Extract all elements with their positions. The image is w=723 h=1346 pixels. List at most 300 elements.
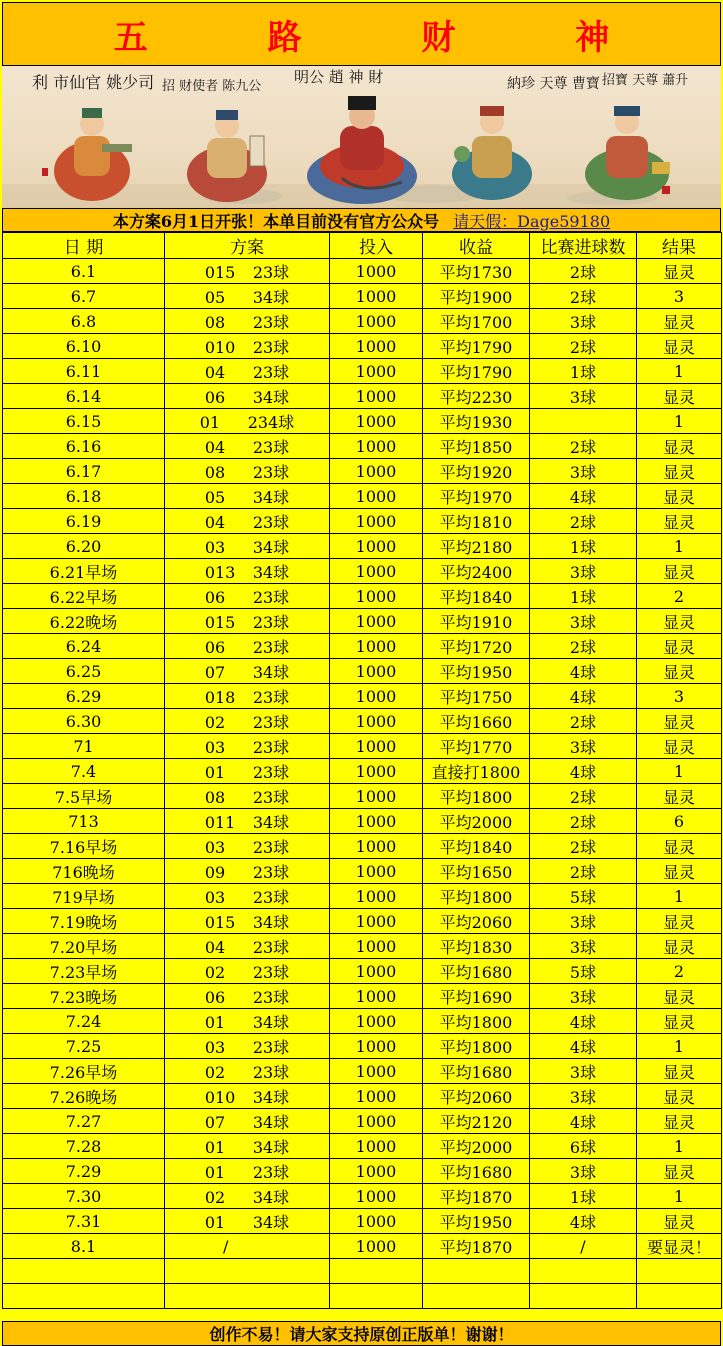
cell-profit: 平均1920 <box>423 459 530 484</box>
plan-goals: 34球 <box>252 1212 290 1232</box>
cell-goals: 1球 <box>530 359 637 384</box>
cell-profit: 直接打1800 <box>423 759 530 784</box>
plan-goals: 23球 <box>252 312 290 332</box>
cell-result: 显灵 <box>637 1009 722 1034</box>
cell-plan <box>165 1234 330 1259</box>
cell-date: 6.22早场 <box>3 584 165 609</box>
plan-number: 02 <box>204 1062 226 1082</box>
footer-bar <box>2 1321 721 1346</box>
five-gods-banner-image <box>2 66 721 208</box>
cell-plan <box>165 1134 330 1159</box>
plan-number: 01 <box>204 1137 226 1157</box>
cell-stake: 1000 <box>330 1234 423 1259</box>
cell-stake: 1000 <box>330 1184 423 1209</box>
plan-goals: 23球 <box>252 1037 290 1057</box>
cell-result: 1 <box>637 759 722 784</box>
cell-plan <box>165 1284 330 1309</box>
cell-result: 1 <box>637 1034 722 1059</box>
cell-goals <box>530 1259 637 1284</box>
cell-result: 显灵 <box>637 909 722 934</box>
plan-goals: 34球 <box>252 1187 290 1207</box>
plan-number: 011 <box>204 812 236 832</box>
cell-goals: / <box>530 1234 637 1259</box>
cell-stake: 1000 <box>330 1134 423 1159</box>
cell-date: 713 <box>3 809 165 834</box>
cell-goals: 2球 <box>530 284 637 309</box>
table-row <box>3 484 722 509</box>
cell-stake: 1000 <box>330 334 423 359</box>
cell-stake: 1000 <box>330 934 423 959</box>
cell-plan <box>165 1209 330 1234</box>
cell-result <box>637 1284 722 1309</box>
cell-date: 7.29 <box>3 1159 165 1184</box>
cell-result: 显灵 <box>637 984 722 1009</box>
cell-plan <box>165 1059 330 1084</box>
cell-goals: 1球 <box>530 584 637 609</box>
plan-number: 010 <box>204 337 236 357</box>
cell-result: 显灵 <box>637 559 722 584</box>
plan-number: 09 <box>204 862 226 882</box>
cell-profit: 平均1800 <box>423 884 530 909</box>
cell-result: 6 <box>637 809 722 834</box>
cell-goals: 3球 <box>530 559 637 584</box>
table-row <box>3 384 722 409</box>
cell-profit: 平均1690 <box>423 984 530 1009</box>
cell-result: 显灵 <box>637 734 722 759</box>
cell-profit: 平均1870 <box>423 1234 530 1259</box>
cell-stake: 1000 <box>330 384 423 409</box>
cell-plan <box>165 1159 330 1184</box>
cell-plan <box>165 884 330 909</box>
deity-figure-3 <box>307 96 417 204</box>
cell-date: 7.4 <box>3 759 165 784</box>
plan-goals: 34球 <box>252 1112 290 1132</box>
cell-profit: 平均1700 <box>423 309 530 334</box>
cell-goals: 3球 <box>530 609 637 634</box>
plan-goals: 23球 <box>252 762 290 782</box>
table-row <box>3 984 722 1009</box>
cell-result: 显灵 <box>637 784 722 809</box>
cell-plan <box>165 484 330 509</box>
plan-number: 06 <box>204 637 226 657</box>
cell-date: 7.26早场 <box>3 1059 165 1084</box>
cell-plan <box>165 684 330 709</box>
cell-date: 6.25 <box>3 659 165 684</box>
plan-number: 08 <box>204 787 226 807</box>
cell-stake: 1000 <box>330 309 423 334</box>
cell-profit <box>423 1284 530 1309</box>
cell-profit: 平均1790 <box>423 359 530 384</box>
cell-result: 显灵 <box>637 384 722 409</box>
table-header-row <box>3 233 722 259</box>
cell-profit: 平均1720 <box>423 634 530 659</box>
plan-number: 07 <box>204 1112 226 1132</box>
plan-number: 04 <box>204 512 226 532</box>
cell-profit: 平均1680 <box>423 1059 530 1084</box>
table-row <box>3 1109 722 1134</box>
plan-goals: 23球 <box>252 587 290 607</box>
cell-stake: 1000 <box>330 459 423 484</box>
plan-goals: 34球 <box>252 562 290 582</box>
wechat-contact: 请天假：Dage59180 <box>453 211 611 231</box>
cell-date: 6.17 <box>3 459 165 484</box>
plan-goals: 34球 <box>252 912 290 932</box>
cell-stake: 1000 <box>330 784 423 809</box>
table-row <box>3 1259 722 1284</box>
plan-number: 02 <box>204 712 226 732</box>
cell-result: 1 <box>637 1184 722 1209</box>
cell-goals: 3球 <box>530 934 637 959</box>
cell-profit: 平均1680 <box>423 959 530 984</box>
cell-result: 显灵 <box>637 1059 722 1084</box>
plan-goals: 34球 <box>252 1137 290 1157</box>
plan-number: 015 <box>204 262 236 282</box>
cell-result: 显灵 <box>637 1209 722 1234</box>
cell-stake: 1000 <box>330 534 423 559</box>
cell-profit: 平均1680 <box>423 1159 530 1184</box>
cell-profit: 平均1810 <box>423 509 530 534</box>
cell-plan <box>165 759 330 784</box>
cell-result: 显灵 <box>637 484 722 509</box>
table-row <box>3 759 722 784</box>
table-row <box>3 1284 722 1309</box>
plan-number: 013 <box>204 562 236 582</box>
table-row <box>3 684 722 709</box>
cell-goals: 3球 <box>530 384 637 409</box>
cell-plan <box>165 934 330 959</box>
cell-date: 6.15 <box>3 409 165 434</box>
cell-date: 7.30 <box>3 1184 165 1209</box>
table-row <box>3 1184 722 1209</box>
cell-stake: 1000 <box>330 1109 423 1134</box>
plan-number: 06 <box>204 587 226 607</box>
cell-date: 6.19 <box>3 509 165 534</box>
cell-goals: 3球 <box>530 1059 637 1084</box>
cell-plan <box>165 309 330 334</box>
cell-goals: 2球 <box>530 259 637 284</box>
cell-date: 7.31 <box>3 1209 165 1234</box>
table-row <box>3 809 722 834</box>
cell-stake: 1000 <box>330 659 423 684</box>
cell-result: 1 <box>637 1134 722 1159</box>
cell-date: 716晚场 <box>3 859 165 884</box>
cell-goals: 2球 <box>530 634 637 659</box>
cell-profit: 平均1750 <box>423 684 530 709</box>
plan-number: 05 <box>204 487 226 507</box>
cell-goals <box>530 1284 637 1309</box>
cell-goals: 2球 <box>530 809 637 834</box>
cell-goals: 3球 <box>530 909 637 934</box>
cell-plan <box>165 459 330 484</box>
plan-goals: 34球 <box>252 387 290 407</box>
cell-plan <box>165 434 330 459</box>
plan-number: 01 <box>204 1162 226 1182</box>
table-row <box>3 884 722 909</box>
deity-figure-5 <box>585 106 670 200</box>
table-row <box>3 259 722 284</box>
cell-goals: 4球 <box>530 759 637 784</box>
plan-number: 06 <box>204 987 226 1007</box>
cell-plan <box>165 409 330 434</box>
cell-profit: 平均1830 <box>423 934 530 959</box>
cell-plan <box>165 259 330 284</box>
cell-plan <box>165 834 330 859</box>
table-row <box>3 1209 722 1234</box>
plan-number: 02 <box>204 1187 226 1207</box>
cell-stake: 1000 <box>330 709 423 734</box>
cell-profit: 平均1650 <box>423 859 530 884</box>
cell-date <box>3 1259 165 1284</box>
cell-stake: 1000 <box>330 1009 423 1034</box>
cell-date: 7.25 <box>3 1034 165 1059</box>
cell-stake: 1000 <box>330 1084 423 1109</box>
cell-stake: 1000 <box>330 684 423 709</box>
plan-goals: 23球 <box>252 462 290 482</box>
cell-stake: 1000 <box>330 609 423 634</box>
plan-goals: 23球 <box>252 862 290 882</box>
cell-date <box>3 1284 165 1309</box>
cell-plan <box>165 709 330 734</box>
cell-result: 显灵 <box>637 859 722 884</box>
table-row <box>3 1034 722 1059</box>
plan-number: 03 <box>204 887 226 907</box>
cell-result: 显灵 <box>637 509 722 534</box>
table-row <box>3 709 722 734</box>
table-row <box>3 559 722 584</box>
table-row <box>3 584 722 609</box>
cell-stake: 1000 <box>330 884 423 909</box>
cell-plan <box>165 559 330 584</box>
header-plan: 方案 <box>165 233 330 259</box>
cell-stake: 1000 <box>330 1059 423 1084</box>
plan-goals: 23球 <box>252 837 290 857</box>
cell-result: 显灵 <box>637 934 722 959</box>
plan-goals: 23球 <box>252 1062 290 1082</box>
cell-result: 1 <box>637 884 722 909</box>
cell-goals: 5球 <box>530 959 637 984</box>
cell-profit: 平均1790 <box>423 334 530 359</box>
plan-goals: 34球 <box>252 1012 290 1032</box>
cell-profit: 平均2060 <box>423 909 530 934</box>
cell-profit: 平均2180 <box>423 534 530 559</box>
cell-stake <box>330 1259 423 1284</box>
plan-number: 015 <box>204 912 236 932</box>
cell-goals: 3球 <box>530 459 637 484</box>
plan-goals: 23球 <box>252 687 290 707</box>
cell-stake: 1000 <box>330 284 423 309</box>
cell-goals: 1球 <box>530 534 637 559</box>
plan-goals: 23球 <box>252 637 290 657</box>
banner-label-3: 明公 趙 神 財 <box>294 68 384 86</box>
header-stake: 投入 <box>330 233 423 259</box>
plan-number: 018 <box>204 687 236 707</box>
table-row <box>3 434 722 459</box>
plan-goals: 23球 <box>252 787 290 807</box>
plan-goals: 23球 <box>252 712 290 732</box>
cell-date: 6.20 <box>3 534 165 559</box>
cell-date: 7.28 <box>3 1134 165 1159</box>
cell-profit: 平均1900 <box>423 284 530 309</box>
cell-result: 显灵 <box>637 259 722 284</box>
results-table <box>2 232 722 1309</box>
cell-profit: 平均1910 <box>423 609 530 634</box>
cell-date: 7.16早场 <box>3 834 165 859</box>
cell-stake: 1000 <box>330 509 423 534</box>
cell-profit: 平均2230 <box>423 384 530 409</box>
cell-goals: 3球 <box>530 1159 637 1184</box>
notice-bar <box>2 208 721 232</box>
plan-number: 04 <box>204 437 226 457</box>
plan-goals: 34球 <box>252 662 290 682</box>
table-row <box>3 609 722 634</box>
cell-profit: 平均1800 <box>423 784 530 809</box>
cell-stake: 1000 <box>330 434 423 459</box>
plan-goals: 23球 <box>252 337 290 357</box>
cell-profit: 平均1850 <box>423 434 530 459</box>
cell-stake: 1000 <box>330 984 423 1009</box>
cell-stake: 1000 <box>330 959 423 984</box>
cell-result <box>637 1259 722 1284</box>
cell-plan <box>165 1259 330 1284</box>
cell-date: 6.11 <box>3 359 165 384</box>
cell-date: 7.27 <box>3 1109 165 1134</box>
cell-stake: 1000 <box>330 409 423 434</box>
cell-plan <box>165 584 330 609</box>
cell-plan <box>165 384 330 409</box>
cell-date: 719早场 <box>3 884 165 909</box>
cell-result: 显灵 <box>637 309 722 334</box>
table-row <box>3 934 722 959</box>
plan-number: 03 <box>204 537 226 557</box>
cell-result: 3 <box>637 284 722 309</box>
cell-profit: 平均1870 <box>423 1184 530 1209</box>
plan-goals: 23球 <box>252 437 290 457</box>
cell-goals: 2球 <box>530 784 637 809</box>
page-title: 五 路 财 神 <box>113 17 664 58</box>
cell-stake: 1000 <box>330 1209 423 1234</box>
cell-date: 6.21早场 <box>3 559 165 584</box>
plan-number: 03 <box>204 837 226 857</box>
cell-profit: 平均1840 <box>423 584 530 609</box>
cell-stake: 1000 <box>330 259 423 284</box>
cell-result: 显灵 <box>637 1109 722 1134</box>
cell-stake: 1000 <box>330 909 423 934</box>
banner-label-1: 利 市仙官 姚少司 <box>32 73 155 92</box>
cell-stake: 1000 <box>330 1034 423 1059</box>
cell-goals: 3球 <box>530 1084 637 1109</box>
cell-stake: 1000 <box>330 634 423 659</box>
plan-goals: 234球 <box>247 412 295 432</box>
cell-stake: 1000 <box>330 359 423 384</box>
cell-profit: 平均2000 <box>423 1134 530 1159</box>
plan-number: 07 <box>204 662 226 682</box>
cell-result: 显灵 <box>637 834 722 859</box>
deity-figure-4 <box>452 106 532 200</box>
table-row <box>3 1159 722 1184</box>
table-row <box>3 1009 722 1034</box>
plan-number: 06 <box>204 387 226 407</box>
cell-profit: 平均2000 <box>423 809 530 834</box>
cell-result: 显灵 <box>637 1084 722 1109</box>
cell-plan <box>165 959 330 984</box>
cell-stake: 1000 <box>330 759 423 784</box>
table-row <box>3 834 722 859</box>
cell-goals: 1球 <box>530 1184 637 1209</box>
cell-date: 6.10 <box>3 334 165 359</box>
plan-goals: 23球 <box>252 362 290 382</box>
cell-plan <box>165 734 330 759</box>
plan-number: / <box>223 1236 229 1256</box>
plan-goals: 23球 <box>252 962 290 982</box>
cell-result: 2 <box>637 584 722 609</box>
cell-date: 6.16 <box>3 434 165 459</box>
table-row <box>3 959 722 984</box>
cell-result: 显灵 <box>637 634 722 659</box>
cell-plan <box>165 609 330 634</box>
cell-profit: 平均1930 <box>423 409 530 434</box>
cell-date: 7.19晚场 <box>3 909 165 934</box>
cell-stake: 1000 <box>330 559 423 584</box>
cell-goals: 2球 <box>530 709 637 734</box>
plan-number: 08 <box>204 462 226 482</box>
cell-result: 显灵 <box>637 334 722 359</box>
table-row <box>3 659 722 684</box>
plan-number: 04 <box>204 937 226 957</box>
cell-profit: 平均1950 <box>423 1209 530 1234</box>
cell-result: 显灵 <box>637 459 722 484</box>
cell-date: 6.14 <box>3 384 165 409</box>
cell-result: 显灵 <box>637 709 722 734</box>
cell-goals: 4球 <box>530 1209 637 1234</box>
cell-date: 7.24 <box>3 1009 165 1034</box>
cell-stake: 1000 <box>330 584 423 609</box>
plan-goals: 34球 <box>252 1087 290 1107</box>
cell-profit: 平均1970 <box>423 484 530 509</box>
header-result: 结果 <box>637 233 722 259</box>
cell-stake: 1000 <box>330 834 423 859</box>
plan-number: 01 <box>204 762 226 782</box>
cell-stake: 1000 <box>330 809 423 834</box>
table-row <box>3 409 722 434</box>
cell-plan <box>165 1184 330 1209</box>
cell-result: 1 <box>637 359 722 384</box>
cell-date: 7.20早场 <box>3 934 165 959</box>
cell-profit: 平均1800 <box>423 1034 530 1059</box>
cell-result: 显灵 <box>637 659 722 684</box>
cell-profit: 平均1950 <box>423 659 530 684</box>
cell-date: 7.23晚场 <box>3 984 165 1009</box>
table-row <box>3 859 722 884</box>
cell-date: 7.23早场 <box>3 959 165 984</box>
header-profit: 收益 <box>423 233 530 259</box>
cell-profit: 平均2120 <box>423 1109 530 1134</box>
plan-goals: 23球 <box>252 737 290 757</box>
footer-text: 创作不易！请大家支持原创正版单！谢谢！ <box>209 1325 514 1344</box>
banner-illustration <box>2 66 721 208</box>
title-bar <box>2 2 721 66</box>
cell-result: 1 <box>637 534 722 559</box>
table-row <box>3 359 722 384</box>
cell-result: 3 <box>637 684 722 709</box>
table-row <box>3 459 722 484</box>
cell-profit: 平均1660 <box>423 709 530 734</box>
plan-number: 08 <box>204 312 226 332</box>
cell-plan <box>165 509 330 534</box>
cell-goals: 2球 <box>530 859 637 884</box>
cell-date: 6.7 <box>3 284 165 309</box>
cell-stake: 1000 <box>330 859 423 884</box>
plan-number: 015 <box>204 612 236 632</box>
